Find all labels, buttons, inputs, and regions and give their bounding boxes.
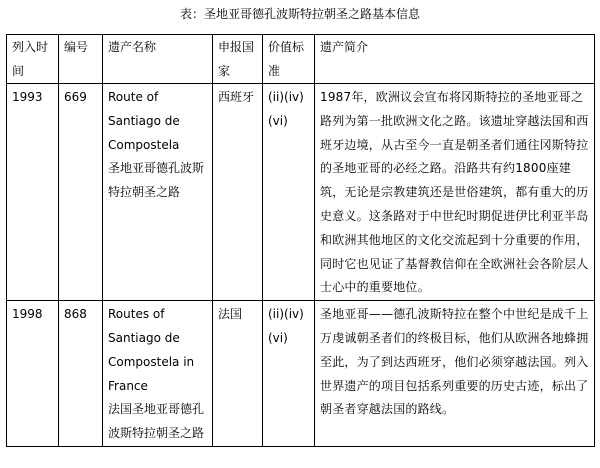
table-row (7, 301, 595, 447)
heritage-table (6, 34, 595, 447)
cell-country: 西班牙 (213, 84, 263, 301)
cell-year: 1993 (7, 84, 59, 301)
cell-year: 1998 (7, 301, 59, 447)
cell-criteria: (ii)(iv)(vi) (263, 301, 315, 447)
header-description: 遗产简介 (315, 35, 595, 84)
table-title: 表：圣地亚哥德孔波斯特拉朝圣之路基本信息 (179, 7, 420, 21)
header-name: 遗产名称 (103, 35, 213, 84)
name-cn: 圣地亚哥德孔波斯特拉朝圣之路 (108, 161, 205, 200)
header-country: 申报国家 (213, 35, 263, 84)
cell-criteria: (ii)(iv)(vi) (263, 84, 315, 301)
header-id: 编号 (59, 35, 103, 84)
name-cn: 法国圣地亚哥德孔波斯特拉朝圣之路 (108, 402, 205, 441)
cell-name (103, 84, 213, 301)
cell-id: 868 (59, 301, 103, 447)
cell-description: 圣地亚哥——德孔波斯特拉在整个中世纪是成千上万虔诚朝圣者们的终极目标，他们从欧洲各地蜂拥至此，为了到达西班牙，他们必须穿越法国。列入世界遗产的项目包括系列重要的历史古迹，标出了朝圣者穿越法国的路线。 (315, 301, 595, 447)
name-en: Routes of Santiago de Compostela in France (108, 307, 195, 393)
header-year: 列入时间 (7, 35, 59, 84)
cell-description: 1987年，欧洲议会宣布将冈斯特拉的圣地亚哥之路列为第一批欧洲文化之路。该遗址穿越法国和西班牙边境，从古至今一直是朝圣者们通往冈斯特拉的圣地亚哥的必经之路。沿路共有约1800座建筑，无论是宗教建筑还是世俗建筑，都有重大的历史意义。这条路对于中世纪时期促进伊比利亚半岛和欧洲其他地区的文化交流起到十分重要的作用，同时它也见证了基督教信仰在全欧洲社会各阶层人士心中的重要地位。 (315, 84, 595, 301)
name-en: Route of Santiago de Compostela (108, 90, 180, 152)
table-row (7, 84, 595, 301)
cell-country: 法国 (213, 301, 263, 447)
cell-id: 669 (59, 84, 103, 301)
cell-name (103, 301, 213, 447)
header-row (7, 35, 595, 84)
header-criteria: 价值标准 (263, 35, 315, 84)
